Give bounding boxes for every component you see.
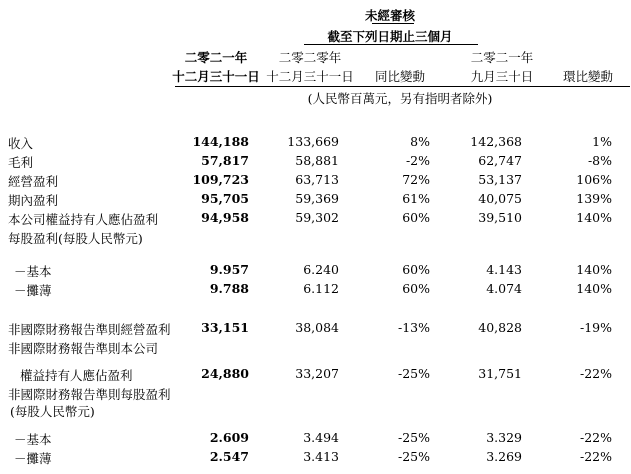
cell-c1: 2.609 xyxy=(209,430,249,445)
cell-c2: 133,669 xyxy=(287,134,339,149)
cell-c5: -22% xyxy=(579,430,612,445)
col4-line1: 二零二一年 xyxy=(470,50,534,65)
cell-c1: 57,817 xyxy=(201,153,249,168)
cell-c1: 24,880 xyxy=(201,366,249,381)
cell-c3: -25% xyxy=(397,366,430,381)
cell-c4: 39,510 xyxy=(478,210,522,225)
cell-c3: 8% xyxy=(410,134,430,149)
cell-c2: 59,302 xyxy=(295,210,339,225)
col4-line2: 九月三十日 xyxy=(470,69,534,84)
cell-c3: -25% xyxy=(397,449,430,464)
col1-line1: 二零二一年 xyxy=(184,50,248,65)
cell-c4: 40,075 xyxy=(478,191,522,206)
row-label: －基本 xyxy=(14,264,52,279)
unaudited-heading: 未經審核 xyxy=(364,8,415,23)
cell-c2: 3.413 xyxy=(303,449,339,464)
header-rule-top xyxy=(372,23,414,24)
cell-c4: 53,137 xyxy=(478,172,522,187)
cell-c3: -2% xyxy=(405,153,430,168)
row-label: 非國際財務報告準則每股盈利 xyxy=(8,387,171,402)
cell-c1: 9.957 xyxy=(209,262,249,277)
cell-c5: 140% xyxy=(576,262,612,277)
cell-c4: 40,828 xyxy=(478,320,522,335)
col2-line2: 十二月三十一日 xyxy=(266,69,354,84)
cell-c5: 140% xyxy=(576,281,612,296)
row-label: 權益持有人應佔盈利 xyxy=(20,368,133,383)
cell-c5: 140% xyxy=(576,210,612,225)
row-label: 經營盈利 xyxy=(8,174,59,189)
cell-c3: 60% xyxy=(402,210,430,225)
cell-c3: 60% xyxy=(402,281,430,296)
cell-c1: 33,151 xyxy=(201,320,249,335)
cell-c3: -13% xyxy=(397,320,430,335)
cell-c5: -8% xyxy=(587,153,612,168)
cell-c4: 3.329 xyxy=(486,430,522,445)
col5-line2: 環比變動 xyxy=(562,69,613,84)
row-label: 非國際財務報告準則經營盈利 xyxy=(8,322,171,337)
cell-c4: 4.074 xyxy=(486,281,522,296)
row-label: 收入 xyxy=(8,136,34,151)
row-label: 非國際財務報告準則本公司 xyxy=(8,341,159,356)
col1-line2: 十二月三十一日 xyxy=(172,69,260,84)
cell-c2: 38,084 xyxy=(295,320,339,335)
cell-c5: 139% xyxy=(576,191,612,206)
header-rule-columns xyxy=(175,86,630,87)
cell-c2: 6.240 xyxy=(303,262,339,277)
cell-c5: 1% xyxy=(592,134,612,149)
cell-c2: 33,207 xyxy=(295,366,339,381)
cell-c3: 60% xyxy=(402,262,430,277)
cell-c2: 3.494 xyxy=(303,430,339,445)
cell-c4: 4.143 xyxy=(486,262,522,277)
cell-c4: 31,751 xyxy=(478,366,522,381)
cell-c5: 106% xyxy=(576,172,612,187)
cell-c3: 72% xyxy=(402,172,430,187)
unit-note: (人民幣百萬元，另有指明者除外) xyxy=(307,91,493,106)
cell-c2: 63,713 xyxy=(295,172,339,187)
row-label: －基本 xyxy=(14,432,52,447)
cell-c2: 6.112 xyxy=(303,281,339,296)
cell-c3: -25% xyxy=(397,430,430,445)
cell-c3: 61% xyxy=(402,191,430,206)
row-label: －攤薄 xyxy=(14,283,52,298)
cell-c2: 58,881 xyxy=(295,153,339,168)
cell-c5: -22% xyxy=(579,449,612,464)
cell-c5: -19% xyxy=(579,320,612,335)
cell-c1: 9.788 xyxy=(209,281,249,296)
period-heading: 截至下列日期止三個月 xyxy=(327,29,453,44)
cell-c4: 142,368 xyxy=(470,134,522,149)
col3-line2: 同比變動 xyxy=(374,69,425,84)
cell-c1: 94,958 xyxy=(201,210,249,225)
col2-line1: 二零二零年 xyxy=(278,50,342,65)
cell-c1: 109,723 xyxy=(192,172,249,187)
row-label: 毛利 xyxy=(8,155,34,170)
row-label: 每股盈利(每股人民幣元) xyxy=(8,231,143,246)
cell-c4: 62,747 xyxy=(478,153,522,168)
cell-c5: -22% xyxy=(579,366,612,381)
cell-c4: 3.269 xyxy=(486,449,522,464)
header-rule-period xyxy=(304,44,478,45)
cell-c2: 59,369 xyxy=(295,191,339,206)
cell-c1: 2.547 xyxy=(209,449,249,464)
row-label: 本公司權益持有人應佔盈利 xyxy=(8,212,159,227)
row-label: (每股人民幣元) xyxy=(10,404,95,419)
row-label: －攤薄 xyxy=(14,451,52,466)
cell-c1: 95,705 xyxy=(201,191,249,206)
row-label: 期內盈利 xyxy=(8,193,59,208)
cell-c1: 144,188 xyxy=(192,134,249,149)
